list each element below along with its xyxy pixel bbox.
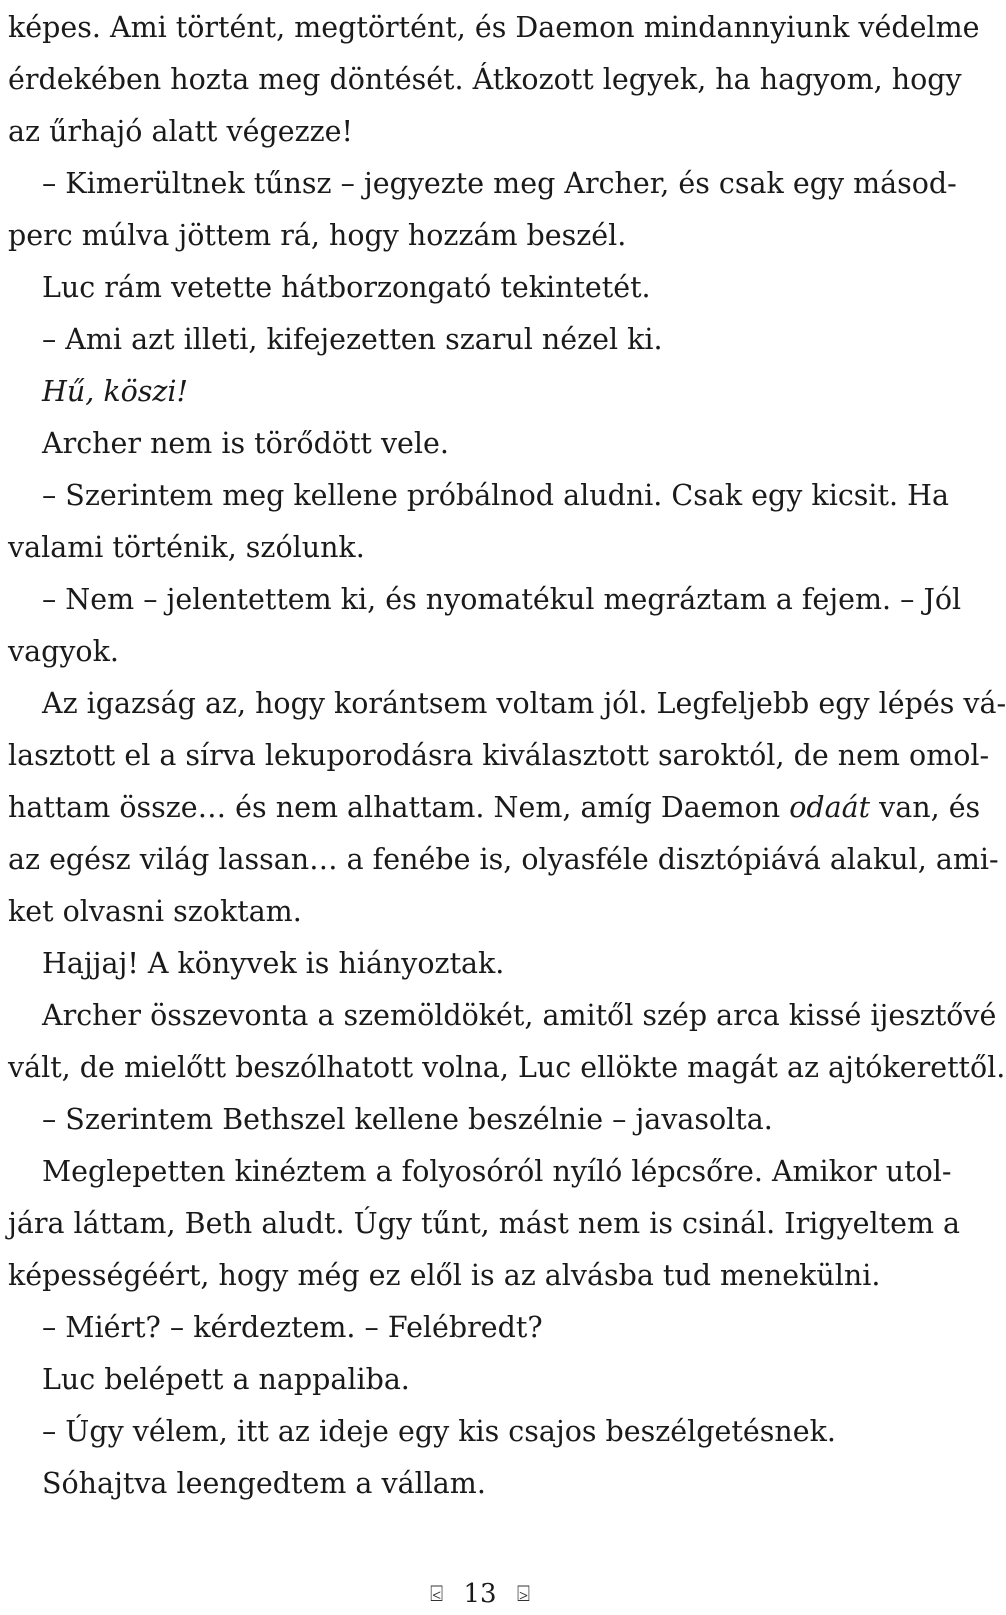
text-line: képességéért, hogy még ez elől is az alvásba tud menekülni. — [8, 1259, 881, 1292]
text-line: perc múlva jöttem rá, hogy hozzám beszél. — [8, 219, 627, 252]
page-number: 13 — [463, 1579, 497, 1609]
text-line: Az igazság az, hogy korántsem voltam jól. Legfeljebb egy lépés vá- — [42, 687, 1006, 720]
text-line: Sóhajtva leengedtem a vállam. — [42, 1467, 486, 1500]
text-line: Meglepetten kinéztem a folyosóról nyíló lépcsőre. Amikor utol- — [42, 1155, 952, 1188]
text-line: – Ami azt illeti, kifejezetten szarul nézel ki. — [42, 323, 663, 356]
text-segment: hattam össze… és nem alhattam. Nem, amíg Daemon — [8, 791, 790, 824]
text-line: – Kimerültnek tűnsz – jegyezte meg Archer, és csak egy másod- — [42, 167, 957, 200]
text-line: képes. Ami történt, megtörtént, és Daemon mindannyiunk védelme — [8, 11, 980, 44]
text-line: Hajjaj! A könyvek is hiányoztak. — [42, 947, 505, 980]
text-line: vált, de mielőtt beszólhatott volna, Luc ellökte magát az ajtókerettől. — [8, 1051, 1006, 1084]
text-line: az egész világ lassan… a fenébe is, olyasféle disztópiává alakul, ami- — [8, 843, 999, 876]
text-line: Luc belépett a nappaliba. — [42, 1363, 410, 1396]
text-line: valami történik, szólunk. — [8, 531, 365, 564]
text-line: lasztott el a sírva lekuporodásra kiválasztott saroktól, de nem omol- — [8, 739, 990, 772]
text-line: Archer nem is törődött vele. — [42, 427, 449, 460]
text-line: – Szerintem meg kellene próbálnod aludni. Csak egy kicsit. Ha — [42, 479, 949, 512]
body-text — [8, 2, 1006, 1510]
text-line: ket olvasni szoktam. — [8, 895, 302, 928]
italic-text: odaát — [789, 791, 871, 824]
text-segment: van, és — [870, 791, 981, 824]
text-line: jára láttam, Beth aludt. Úgy tűnt, mást nem is csinál. Irigyeltem a — [8, 1207, 961, 1240]
text-line: – Nem – jelentettem ki, és nyomatékul megráztam a fejem. – Jól — [42, 583, 962, 616]
text-line: érdekében hozta meg döntését. Átkozott legyek, ha hagyom, hogy — [8, 63, 962, 96]
text-line: Luc rám vetette hátborzongató tekintetét. — [42, 271, 651, 304]
text-line: az űrhajó alatt végezze! — [8, 115, 353, 148]
ornament-right-icon: ⍄ — [516, 1582, 531, 1607]
text-line: Hű, köszi! — [42, 375, 188, 408]
page-footer — [0, 1579, 960, 1610]
text-line: – Szerintem Bethszel kellene beszélnie – javasolta. — [42, 1103, 773, 1136]
text-line: Archer összevonta a szemöldökét, amitől szép arca kissé ijesztővé — [42, 999, 997, 1032]
text-line: – Úgy vélem, itt az ideje egy kis csajos beszélgetésnek. — [42, 1415, 836, 1448]
text-line: vagyok. — [8, 635, 119, 668]
ornament-left-icon: ⍃ — [429, 1582, 444, 1607]
text-line: – Miért? – kérdeztem. – Felébredt? — [42, 1311, 543, 1344]
text-line — [8, 782, 981, 834]
